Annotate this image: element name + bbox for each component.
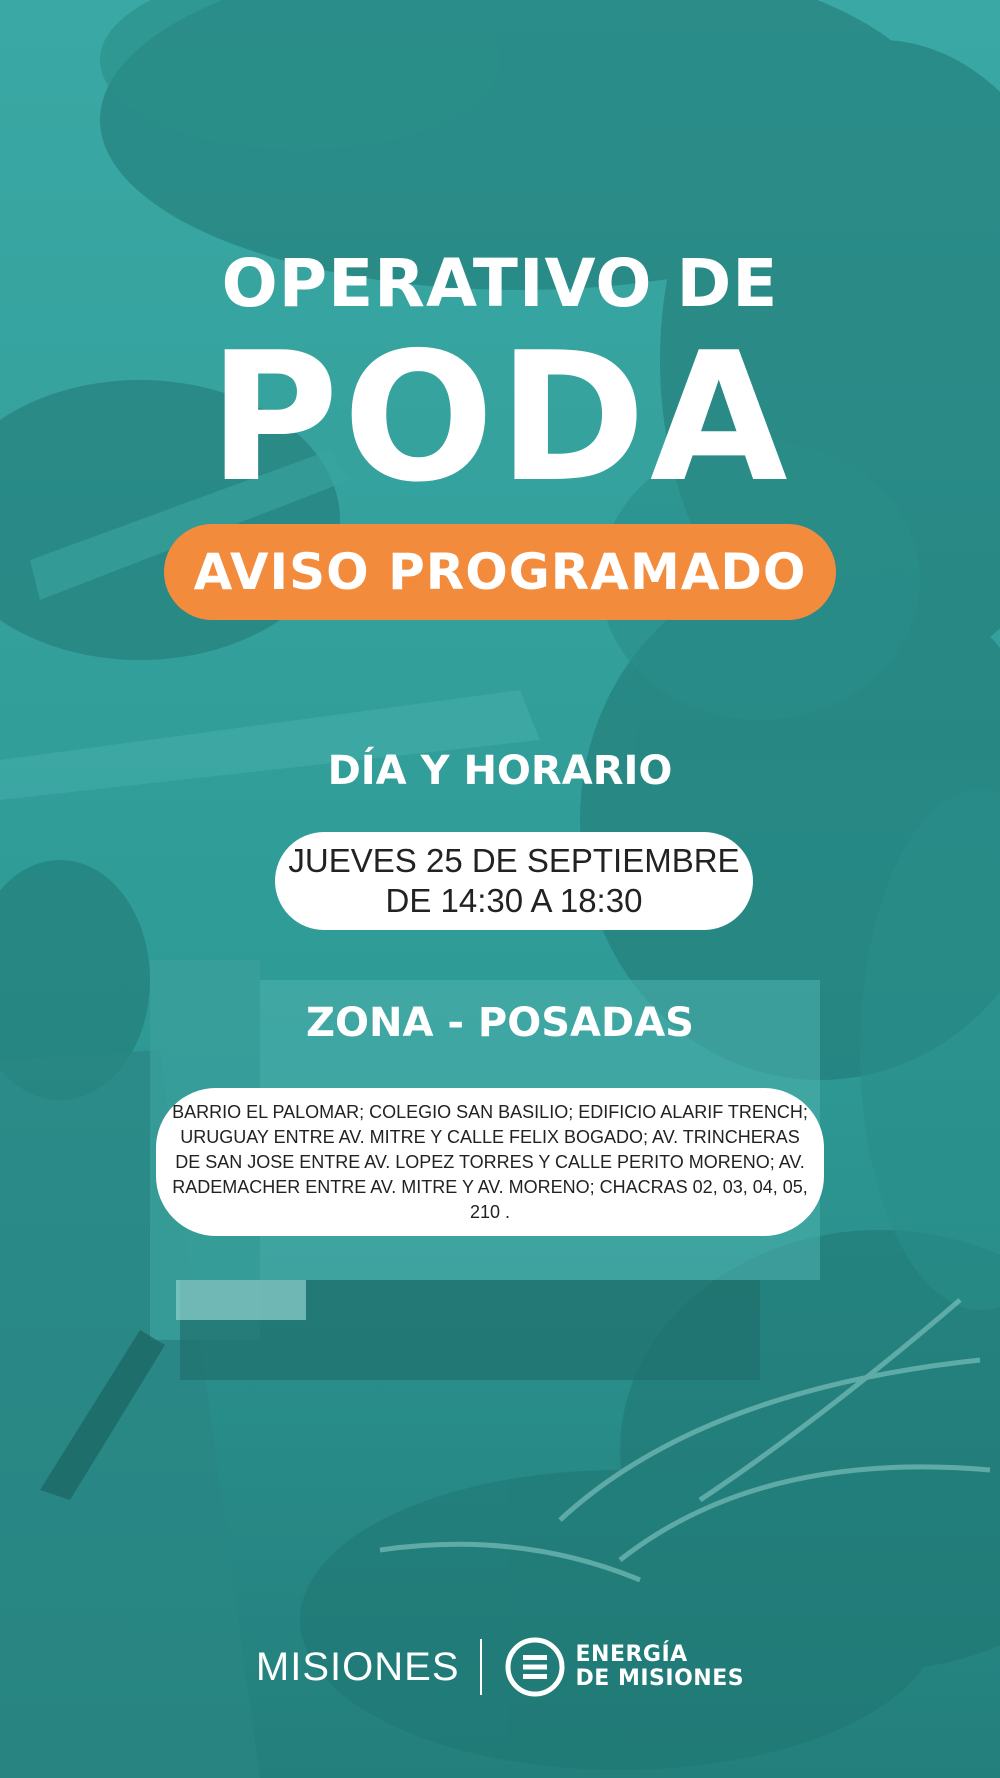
energia-de-misiones-logo — [576, 1643, 745, 1691]
logo-divider — [480, 1639, 482, 1695]
schedule-label: DÍA Y HORARIO — [327, 748, 673, 794]
footer-logos — [0, 1632, 1000, 1702]
energia-logo-icon — [504, 1636, 566, 1698]
aviso-programado-badge — [164, 524, 836, 620]
zone-label: ZONA - POSADAS — [306, 1000, 694, 1046]
schedule-box — [275, 832, 753, 930]
misiones-logo-text: MISIONES — [255, 1644, 460, 1689]
zone-areas-text: BARRIO EL PALOMAR; COLEGIO SAN BASILIO; EDIFICIO ALARIF TRENCH; URUGUAY ENTRE AV. MITRE Y CALLE FELIX BOGADO; AV. TRINCHERAS DE SAN JOSE ENTRE AV. LOPEZ TORRES Y CALLE PERITO MORENO; AV. RADEMACHER ENTRE AV. MITRE Y AV. MORENO; CHACRAS 02, 03, 04, 05, 210 . — [172, 1101, 808, 1222]
title-line-poda: PODA — [208, 314, 792, 521]
schedule-time: DE 14:30 A 18:30 — [385, 882, 643, 919]
schedule-date: JUEVES 25 DE SEPTIEMBRE — [288, 842, 740, 879]
aviso-programado-label: AVISO PROGRAMADO — [193, 543, 807, 601]
title-line-operativo: OPERATIVO DE — [221, 245, 779, 322]
misiones-logo — [256, 1645, 460, 1690]
zone-areas-box — [156, 1088, 824, 1236]
energia-logo-line1: ENERGÍA — [575, 1642, 688, 1667]
energia-logo-line2: DE MISIONES — [575, 1666, 745, 1691]
